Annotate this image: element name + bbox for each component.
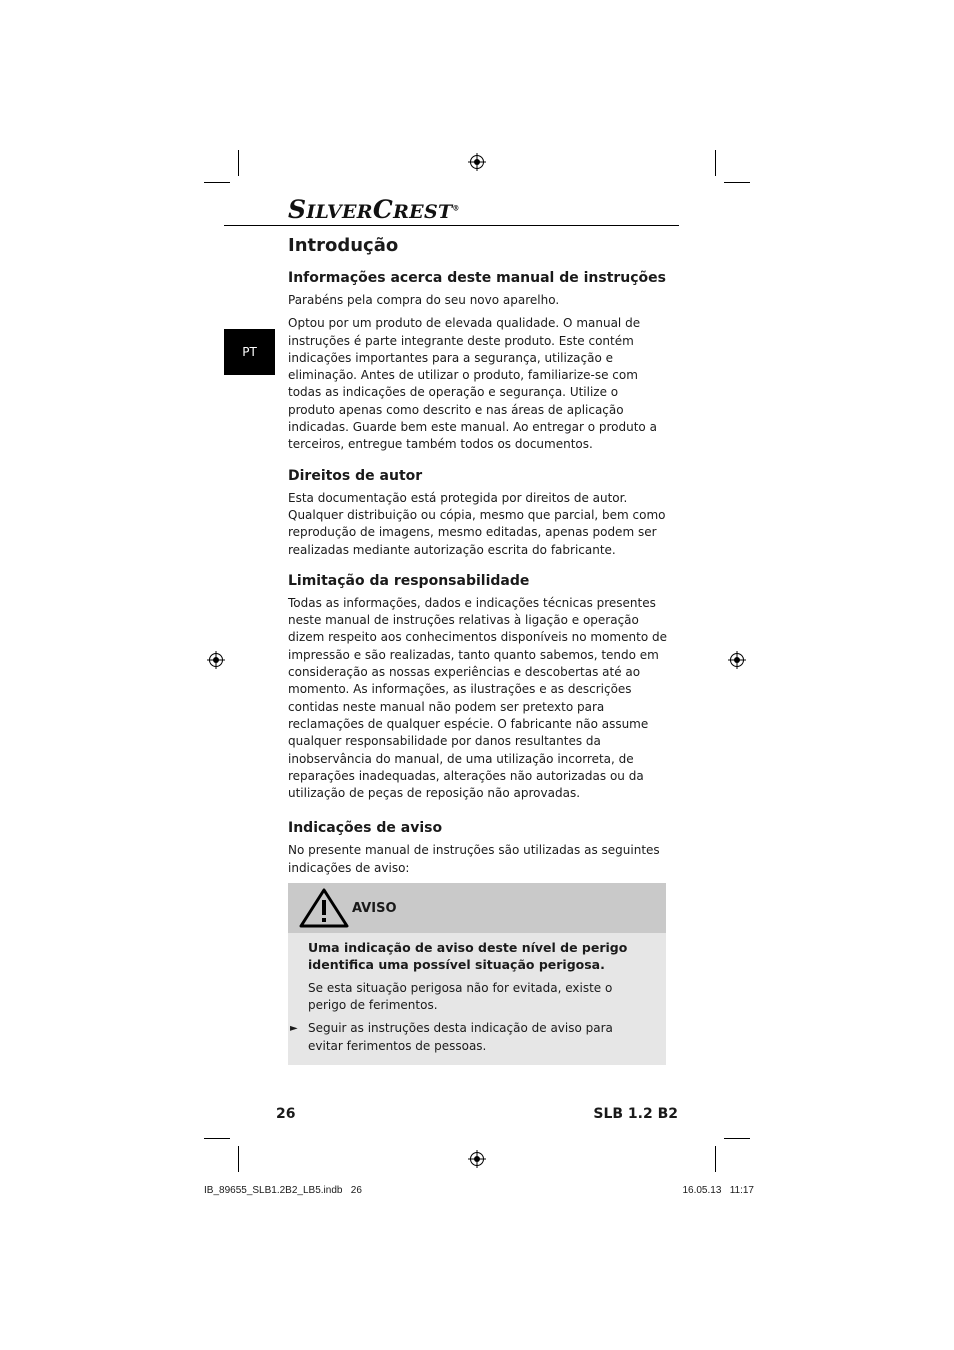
model-number: SLB 1.2 B2 <box>593 1106 678 1122</box>
page-content <box>288 232 668 1065</box>
section-warnings <box>288 818 668 877</box>
warning-text: Se esta situação perigosa não for evitada, existe o perigo de ferimentos. <box>308 980 613 1012</box>
header-rule <box>224 225 679 226</box>
section-heading: Informações acerca deste manual de instruções <box>288 270 667 286</box>
crop-mark <box>724 182 750 183</box>
crop-mark <box>715 150 716 176</box>
paragraph: No presente manual de instruções são utilizadas as seguintes indicações de aviso: <box>288 843 660 875</box>
registration-mark-icon <box>207 651 225 669</box>
paragraph: Parabéns pela compra do seu novo aparelho. <box>288 293 560 307</box>
section-heading: Direitos de autor <box>288 467 423 484</box>
page-title: Introdução <box>288 235 399 256</box>
crop-mark <box>204 182 230 183</box>
registration-mark-icon <box>468 1150 486 1168</box>
registration-mark-icon <box>728 651 746 669</box>
warning-box <box>288 883 666 1065</box>
crop-mark <box>204 1138 230 1139</box>
warning-title: AVISO <box>352 900 397 916</box>
section-heading: Limitação da responsabilidade <box>288 572 530 589</box>
print-date: 16.05.13 11:17 <box>682 1185 754 1196</box>
warning-bullet <box>290 1020 648 1055</box>
language-label: PT <box>242 345 257 359</box>
paragraph: Esta documentação está protegida por direitos de autor. Qualquer distribuição ou cópia, mesmo que parcial, bem como reprodução de imagens, mesmo editadas, apenas podem ser realizadas mediante autorização escrita do fabricante. <box>288 490 666 557</box>
crop-mark <box>724 1138 750 1139</box>
section-copyright <box>288 466 668 559</box>
crop-mark <box>238 150 239 176</box>
bullet-arrow-icon: ► <box>290 1023 298 1035</box>
warning-strong-text: Uma indicação de aviso deste nível de perigo identifica uma possível situação perigosa. <box>308 940 628 973</box>
section-liability <box>288 571 668 803</box>
crop-mark <box>238 1146 239 1172</box>
warning-body <box>288 933 666 1065</box>
registration-mark-icon <box>468 153 486 171</box>
language-tab <box>224 329 275 375</box>
warning-triangle-icon <box>298 887 350 929</box>
file-name: IB_89655_SLB1.2B2_LB5.indb 26 <box>204 1185 362 1196</box>
crop-mark <box>715 1146 716 1172</box>
warning-header <box>288 883 666 933</box>
section-heading: Indicações de aviso <box>288 820 443 837</box>
page-number: 26 <box>276 1106 296 1122</box>
section-manual-info <box>288 268 668 454</box>
paragraph: Optou por um produto de elevada qualidade. O manual de instruções é parte integrante deste produto. Este contém indicações importantes para a segurança, utilização e eliminação. Antes de utilizar o produto, familiarize-se com todas as indicações de operação e segurança. Utilize o produto apenas como descrito e nas áreas de aplicação indicadas. Guarde bem este manual. Ao entregar o produto a terceiros, entregue também todos os documentos. <box>288 316 657 452</box>
brand-logo: SILVERCREST® <box>288 195 460 224</box>
paragraph: Todas as informações, dados e indicações técnicas presentes neste manual de instruções relativas à ligação e operação dizem respeito aos conhecimentos disponíveis no momento de impressão e são realizadas, tanto quanto sabemos, tendo em consideração as nossas experiências e descobertas até ao momento. As informações, as ilustrações e as descrições contidas neste manual não podem ser pretexto para reclamações de qualquer espécie. O fabricante não assume qualquer responsabilidade por danos resultantes da inobservância do manual, de uma utilização incorreta, de reparações inadequadas, alterações não autorizadas ou da utilização de peças de reposição não aprovadas. <box>288 595 667 801</box>
warning-bullet-text: Seguir as instruções desta indicação de aviso para evitar ferimentos de pessoas. <box>308 1021 613 1053</box>
